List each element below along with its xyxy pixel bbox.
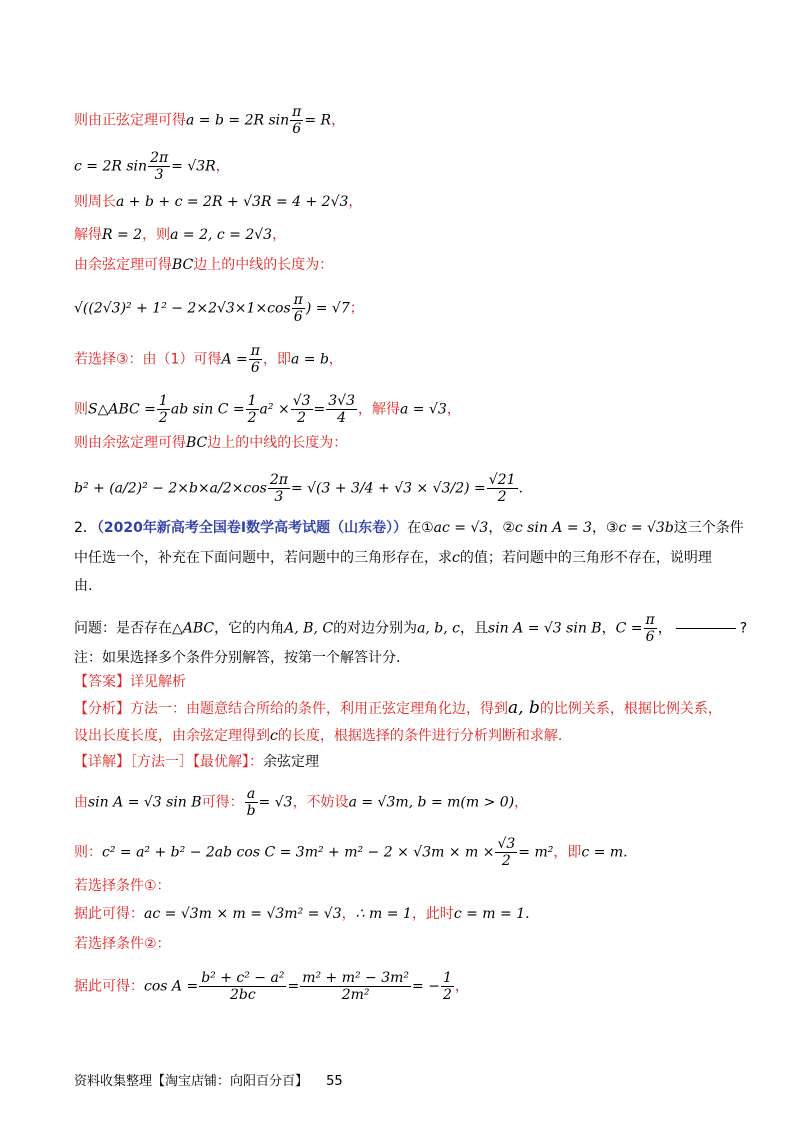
line-5 (74, 255, 726, 275)
page-number: 55 (326, 1074, 343, 1089)
condition-2-title (74, 934, 726, 954)
text: 余弦定理 (263, 754, 319, 770)
text: ，此时 (411, 906, 454, 922)
fraction (495, 836, 517, 869)
math: ) = √7 (305, 300, 350, 317)
line-1 (74, 104, 726, 137)
punct: ， (348, 194, 363, 210)
frac-den: 6 (645, 629, 655, 645)
problem-line (74, 612, 748, 645)
math: A = (221, 351, 248, 368)
text: 可得： (201, 794, 244, 811)
math: a = b (290, 351, 329, 368)
analysis-line-1 (74, 698, 726, 719)
frac-den: 4 (337, 410, 347, 426)
line-2 (74, 150, 726, 183)
frac-num: 1 (158, 393, 168, 409)
text: ， (341, 906, 356, 922)
fraction (326, 393, 357, 426)
punct: ， (446, 401, 461, 418)
math: a = b = 2R sin (186, 112, 290, 129)
detail-line (74, 752, 726, 772)
math: sin A = √3 sin B (88, 794, 202, 811)
math: c (452, 550, 460, 566)
text: ，③ (591, 520, 619, 536)
text: 则由余弦定理可得 (74, 435, 186, 451)
fraction (292, 292, 305, 325)
text: 则 (74, 401, 88, 418)
line-8 (74, 393, 726, 426)
line-7 (74, 343, 726, 376)
note: 注：如果选择多个条件分别解答，按第一个解答计分. (74, 650, 401, 666)
line-9 (74, 433, 726, 453)
text: 由. (74, 578, 93, 594)
text: ，② (488, 520, 515, 536)
math: BC (186, 435, 208, 451)
math: cos A = (144, 978, 199, 995)
math: = √(3 + 3/4 + √3 × √3/2) = (290, 480, 486, 497)
math: a, b, c (417, 620, 461, 637)
math: a, b (508, 698, 540, 718)
frac-num: 1 (442, 970, 452, 986)
answer-label: 【答案】详见解析 (74, 674, 186, 690)
text: 设出长度长度，由余弦定理得到 (74, 728, 270, 744)
frac-num: 1 (247, 393, 257, 409)
punct: ， (454, 978, 469, 995)
frac-den: 2 (247, 410, 257, 426)
text: ，不妨设 (292, 794, 349, 811)
frac-num: 2π (269, 472, 288, 488)
math: c = 2R sin (74, 158, 148, 175)
frac-num: m² + m² − 3m² (302, 970, 410, 986)
frac-num: π (293, 292, 303, 308)
fraction (148, 150, 170, 183)
text: ，解得 (358, 401, 400, 418)
answer-line (74, 672, 726, 692)
math: = R (304, 112, 332, 129)
frac-den: 2bc (229, 987, 256, 1003)
frac-den: 2 (442, 987, 452, 1003)
text: 的值；若问题中的三角形不存在，说明理 (459, 550, 712, 566)
line-10 (74, 472, 726, 505)
text: 的比例关系，根据比例关系， (539, 701, 722, 717)
math: a = 2, c = 2√3 (170, 227, 273, 243)
frac-num: a (245, 786, 258, 803)
page-footer (74, 1070, 343, 1089)
fraction (245, 786, 258, 819)
punct: ， (328, 351, 343, 368)
math: △ABC (172, 620, 215, 637)
text: ，则 (142, 227, 171, 243)
text: 则由正弦定理可得 (74, 112, 186, 129)
condition-1-line (74, 904, 726, 924)
text: 问题：是否存在 (74, 620, 172, 637)
condition-1-title (74, 876, 726, 896)
frac-num: π (645, 612, 655, 628)
frac-num: √3 (292, 393, 311, 409)
text: ，即 (553, 844, 582, 861)
math: ∴ m = 1 (355, 906, 412, 922)
line-3 (74, 192, 726, 212)
fraction (487, 472, 518, 505)
frac-num: √21 (488, 472, 516, 488)
frac-den: 2m² (341, 987, 370, 1003)
text: 的对边分别为 (333, 620, 418, 637)
note-line (74, 648, 726, 668)
frac-num: √3 (497, 836, 516, 852)
text: 解得 (74, 227, 102, 243)
frac-den: 2 (501, 853, 511, 869)
math: a + b + c = 2R + √3R = 4 + 2√3 (116, 194, 349, 210)
text: 则： (74, 844, 102, 861)
question-2-line-3 (74, 576, 726, 596)
frac-num: b² + c² − a² (201, 970, 285, 986)
fraction (268, 472, 290, 505)
frac-den: 6 (293, 309, 303, 325)
fraction (199, 970, 286, 1003)
math: a = √3 (400, 401, 447, 418)
line-4 (74, 225, 726, 245)
frac-den: b (246, 803, 256, 819)
question-2-line-1 (74, 518, 744, 538)
text: 若选择条件②： (74, 936, 171, 952)
fraction (290, 104, 303, 137)
footer-text: 资料收集整理【淘宝店铺：向阳百分百】 (74, 1074, 309, 1089)
text: 据此可得： (74, 978, 144, 995)
math: = √3R (171, 158, 216, 175)
detail-label: 【详解】［方法一］【最优解】： (74, 754, 263, 770)
derive-line-1 (74, 786, 726, 819)
math: C = (615, 620, 643, 637)
text: 的长度，根据选择的条件进行分析判断和求解. (277, 728, 563, 744)
text: 这三个条件 (673, 520, 744, 536)
frac-num: π (292, 104, 302, 120)
fraction (441, 970, 454, 1003)
frac-den: 6 (250, 360, 260, 376)
math: b² + (a/2)² − 2×b×a/2×cos (74, 480, 267, 497)
text: ，即 (262, 351, 291, 368)
text: ， (657, 620, 672, 637)
frac-den: 2 (158, 410, 168, 426)
punct: ， (331, 112, 346, 129)
math: sin A = √3 sin B (488, 620, 602, 637)
punct: . (623, 844, 628, 861)
frac-den: 2 (297, 410, 307, 426)
math: c² = a² + b² − 2ab cos C = 3m² + m² − 2 × √3m × m × (102, 844, 495, 861)
punct: ， (215, 158, 230, 175)
line-6 (74, 292, 726, 325)
fraction (291, 393, 313, 426)
math: = (287, 978, 300, 995)
math: ab sin C = (170, 401, 245, 418)
math: √((2√3)² + 1² − 2×2√3×1×cos (74, 300, 291, 317)
fraction (157, 393, 170, 426)
math: ac = √3 (433, 520, 489, 536)
text: 由余弦定理可得 (74, 257, 172, 273)
math: c sin A = 3 (514, 520, 592, 536)
frac-den: 3 (274, 489, 284, 505)
text: 若选择条件①： (74, 878, 171, 894)
math: S△ABC = (88, 401, 156, 418)
math: c = √3b (618, 520, 674, 536)
math: a² × (259, 401, 290, 418)
text: ， (601, 620, 616, 637)
math: a = √3m, b = m(m > 0) (348, 794, 515, 811)
math: = − (412, 978, 440, 995)
punct: . (525, 906, 530, 922)
text: 若选择③：由（1）可得 (74, 351, 222, 368)
text: 边上的中线的长度为： (207, 435, 348, 451)
text: ? (739, 620, 748, 637)
text: 据此可得： (74, 906, 144, 922)
frac-num: π (250, 343, 260, 359)
frac-den: 2 (497, 489, 507, 505)
text: 【分析】方法一：由题意结合所给的条件，利用正弦定理角化边，得到 (74, 701, 508, 717)
text: ，它的内角 (214, 620, 285, 637)
question-source: （2020年新高考全国卷Ⅰ数学高考试题（山东卷）） (96, 520, 408, 536)
frac-num: 2π (150, 150, 169, 166)
frac-num: 3√3 (328, 393, 355, 409)
math: = (313, 401, 326, 418)
text: 中任选一个，补充在下面问题中，若问题中的三角形存在，求 (74, 550, 452, 566)
text: 在① (407, 520, 434, 536)
question-2-line-2 (74, 548, 726, 568)
math: = √3 (258, 794, 293, 811)
math: ac = √3m × m = √3m² = √3 (144, 906, 342, 922)
text: 则周长 (74, 194, 116, 210)
math: A, B, C (284, 620, 334, 637)
question-number: 2． (74, 520, 97, 536)
punct: ， (514, 794, 529, 811)
math: c (270, 728, 278, 744)
math: R = 2 (102, 227, 143, 243)
analysis-line-2 (74, 726, 726, 746)
frac-den: 6 (292, 121, 302, 137)
text: 由 (74, 794, 88, 811)
fraction (249, 343, 262, 376)
punct: ； (349, 300, 364, 317)
math: c = m (581, 844, 624, 861)
punct: ， (272, 227, 287, 243)
frac-den: 3 (154, 167, 164, 183)
math: BC (172, 257, 194, 273)
answer-blank (676, 628, 736, 629)
math: = m² (518, 844, 554, 861)
derive-line-2 (74, 836, 726, 869)
text: ，且 (460, 620, 489, 637)
fraction (644, 612, 657, 645)
text: 边上的中线的长度为： (193, 257, 334, 273)
fraction (246, 393, 259, 426)
math: c = m = 1 (453, 906, 526, 922)
math: . (518, 480, 523, 497)
condition-2-line (74, 970, 726, 1003)
fraction (300, 970, 411, 1003)
